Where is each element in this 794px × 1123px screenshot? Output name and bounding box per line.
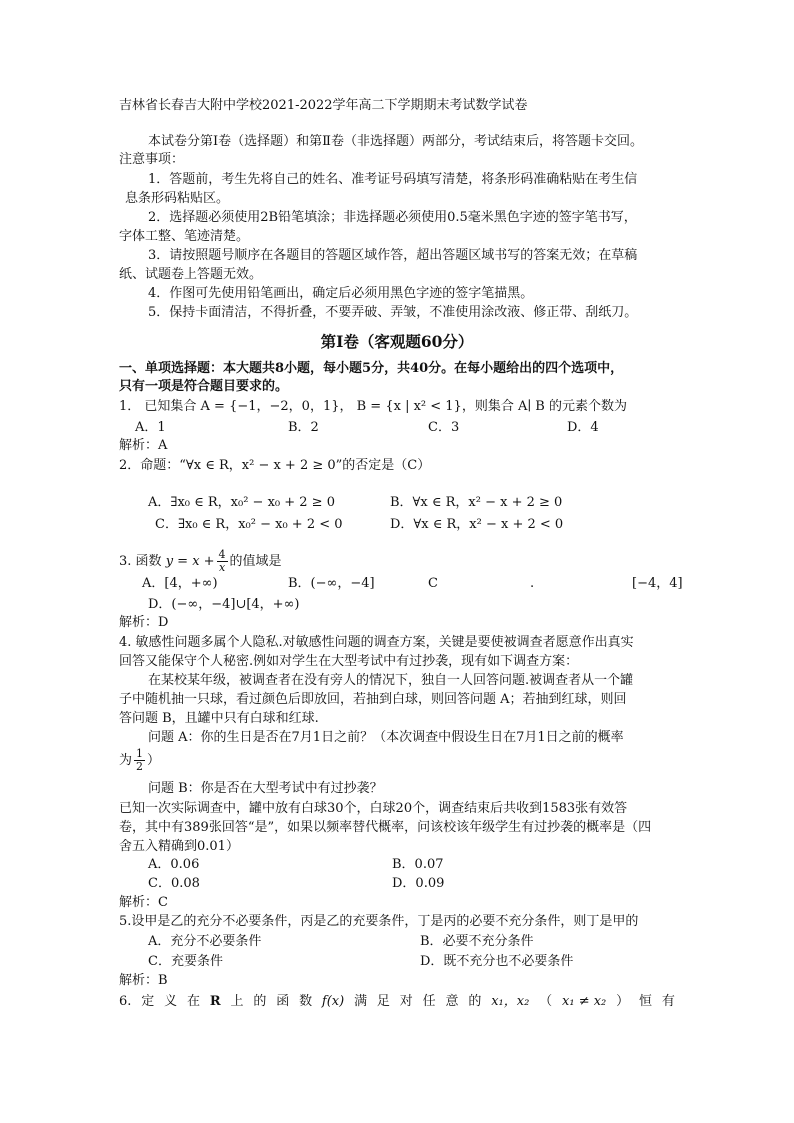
q5-answer: 解析：B [119, 973, 168, 988]
q6-word: 在 [186, 994, 200, 1009]
q6-word: 的 [253, 994, 267, 1009]
q4-line-7-pre: 为 [119, 753, 133, 768]
q2-option-b: B．∀x ∈ R，x² − x + 2 ≥ 0 [390, 495, 563, 510]
q6-word: f(x) [321, 994, 345, 1009]
q4-line-4: 子中随机抽一只球，看过颜色后即放回，若抽到白球，则回答问题 A；若抽到红球，则回 [119, 692, 627, 707]
q1-answer: 解析：A [119, 438, 168, 453]
q4-line-11: 舍五入精确到0.01） [119, 839, 239, 854]
q1-options [0, 419, 794, 437]
q3-frac-den: x [218, 561, 226, 574]
notice-3: 3．请按照题号顺序在各题目的答题区域作答，超出答题区域书写的答案无效；在草稿 [148, 248, 638, 263]
q4-line-7 [119, 748, 160, 774]
q4-options-row2 [0, 875, 794, 893]
q1-option-c: C．3 [428, 420, 460, 435]
q3-stem-pre: 3. 函数 [119, 554, 162, 569]
q6-word: 任 [422, 994, 436, 1009]
q4-option-c: C．0.08 [148, 876, 200, 891]
q3-stem [119, 549, 282, 574]
q3-frac-num: 4 [218, 548, 226, 561]
q6-word: 函 [276, 994, 290, 1009]
q4-line-3: 在某校某年级，被调查者在没有旁人的情况下，独自一人回答问题.被调查者从一个罐 [148, 673, 634, 688]
q6-word: 义 [164, 994, 178, 1009]
q5-option-b: B．必要不充分条件 [420, 934, 534, 949]
q2-option-d: D．∀x ∈ R，x² − x + 2 < 0 [390, 517, 564, 532]
q5-option-c: C．充要条件 [148, 954, 223, 969]
q6-word: x₁ ≠ x₂ [562, 994, 607, 1009]
q3-option-c-value: [−4，4] [632, 576, 683, 591]
q6-word: 恒 [638, 994, 652, 1009]
q1-stem: 1． 已知集合 A = {−1，−2，0，1}， B = {x | x² < 1}，则集合 A∣ B 的元素个数为 [119, 399, 627, 414]
q3-option-c-dot: . [530, 576, 535, 591]
q4-option-d: D．0.09 [392, 876, 445, 891]
notice-2: 2．选择题必须使用2B铅笔填涂；非选择题必须使用0.5毫米黑色字迹的签字笔书写， [148, 210, 637, 225]
q6-word: 满 [354, 994, 368, 1009]
q3-option-a: A．[4，+∞) [142, 576, 218, 591]
q5-stem: 5.设甲是乙的充分不必要条件，丙是乙的充要条件，丁是丙的必要不充分条件，则丁是甲的 [119, 914, 639, 929]
section-title: 第Ⅰ卷（客观题60分） [320, 332, 474, 351]
q4-frac-num: 1 [136, 747, 144, 760]
q4-line-9: 已知一次实际调查中，罐中放有白球30个，白球20个，调查结束后共收到1583张有效答 [119, 801, 628, 816]
q2-option-a: A．∃x₀ ∈ R，x₀² − x₀ + 2 ≥ 0 [148, 495, 335, 510]
q6-word: 数 [299, 994, 313, 1009]
q3-expr: y = x + [165, 554, 215, 569]
q3-fraction [217, 549, 228, 574]
q6-word: 意 [445, 994, 459, 1009]
q4-line-1: 4. 敏感性问题多属个人隐私.对敏感性问题的调查方案，关键是要使被调查者愿意作出真实 [119, 635, 634, 650]
q2-option-c: C．∃x₀ ∈ R，x₀² − x₀ + 2 < 0 [155, 517, 343, 532]
q5-option-a: A．充分不必要条件 [148, 934, 262, 949]
q6-word: 的 [468, 994, 482, 1009]
q3-option-b: B．(−∞，−4] [288, 576, 375, 591]
notice-heading: 注意事项： [119, 152, 185, 167]
q4-line-2: 回答又能保守个人秘密.例如对学生在大型考试中有过抄袭，现有如下调查方案： [119, 654, 579, 669]
q4-line-5: 答问题 B，且罐中只有白球和红球. [119, 711, 319, 726]
q6-stem [119, 993, 675, 1011]
exam-title: 吉林省长春吉大附中学校2021-2022学年高二下学期期末考试数学试卷 [119, 98, 528, 113]
q3-answer: 解析：D [119, 615, 169, 630]
notice-1: 1．答题前，考生先将自己的姓名、准考证号码填写清楚，将条形码准确粘贴在考生信 [148, 172, 638, 187]
q4-line-7-post: ） [147, 753, 161, 768]
q3-option-c: C [428, 576, 438, 591]
q2-options-row1 [0, 494, 794, 512]
q1-option-b: B．2 [288, 420, 319, 435]
q4-option-a: A．0.06 [148, 857, 200, 872]
q6-word: ） [616, 994, 630, 1009]
q4-options-row1 [0, 856, 794, 874]
q6-word: （ [539, 994, 553, 1009]
q6-word: 上 [230, 994, 244, 1009]
q4-option-b: B．0.07 [392, 857, 444, 872]
intro-line: 本试卷分第Ⅰ卷（选择题）和第Ⅱ卷（非选择题）两部分，考试结束后，将答题卡交回。 [148, 134, 643, 149]
q3-option-d: D．(−∞，−4]∪[4，+∞) [148, 597, 300, 612]
q2-stem: 2．命题：“∀x ∈ R，x² − x + 2 ≥ 0”的否定是（C） [119, 458, 431, 473]
q4-line-10: 卷，其中有389张回答“是”，如果以频率替代概率，问该校该年级学生有过抄袭的概率是（四 [119, 820, 652, 835]
notice-1-cont: 息条形码粘贴区。 [125, 191, 230, 206]
notice-4: 4．作图可先使用铅笔画出，确定后必须用黑色字迹的签字笔描黑。 [148, 286, 534, 301]
q2-options-row2 [0, 516, 794, 534]
notice-2-cont: 字体工整、笔迹清楚。 [119, 229, 250, 244]
q6-word: R [209, 994, 221, 1009]
q6-word: 对 [399, 994, 413, 1009]
notice-3-cont: 纸、试题卷上答题无效。 [119, 267, 263, 282]
q5-options-row2 [0, 953, 794, 971]
q5-option-d: D．既不充分也不必要条件 [420, 954, 574, 969]
q3-stem-post: 的值域是 [229, 554, 282, 569]
q3-options-row1 [0, 575, 794, 593]
section-desc: 一、单项选择题：本大题共8小题，每小题5分，共40分。在每小题给出的四个选项中， [119, 361, 624, 376]
q1-option-a: A．1 [135, 420, 166, 435]
q4-question-b: 问题 B：你是否在大型考试中有过抄袭？ [148, 781, 383, 796]
q4-frac-den: 2 [136, 760, 144, 773]
q6-word: 足 [376, 994, 390, 1009]
notice-5: 5．保持卡面清洁，不得折叠，不要弄破、弄皱，不准使用涂改液、修正带、刮纸刀。 [148, 305, 638, 320]
q6-word: 有 [661, 994, 675, 1009]
q5-options-row1 [0, 933, 794, 951]
q4-answer: 解析：C [119, 895, 168, 910]
q1-option-d: D．4 [567, 420, 599, 435]
section-desc-cont: 只有一项是符合题目要求的。 [119, 379, 289, 394]
q6-word: 定 [141, 994, 155, 1009]
q6-word: 6. [119, 994, 132, 1009]
q4-fraction [134, 748, 145, 773]
q4-question-a: 问题 A：你的生日是否在7月1日之前？（本次调查中假设生日在7月1日之前的概率 [148, 730, 624, 745]
q6-word: x₁，x₂ [491, 994, 530, 1009]
